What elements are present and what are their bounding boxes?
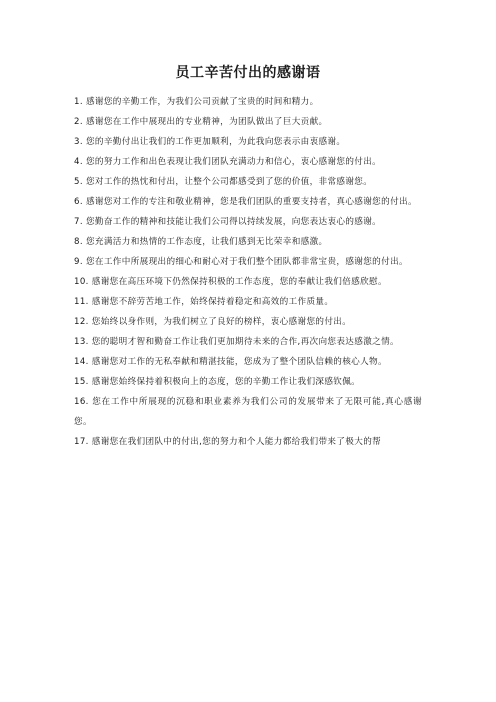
document-title: 员工辛苦付出的感谢语	[175, 65, 321, 81]
list-item: 11. 感谢您不辞劳苦地工作，始终保持着稳定和高效的工作质量。	[74, 297, 334, 307]
list-item: 6. 感谢您对工作的专注和敬业精神，您是我们团队的重要支持者，真心感谢您的付出。	[74, 197, 417, 207]
list-item: 4. 您的努力工作和出色表现让我们团队充满动力和信心，衷心感谢您的付出。	[74, 157, 382, 167]
list-item: 3. 您的辛勤付出让我们的工作更加顺利，为此我向您表示由衷感谢。	[74, 137, 346, 147]
list-item: 15. 感谢您始终保持着积极向上的态度，您的辛勤工作让我们深感钦佩。	[74, 377, 361, 387]
list-item: 5. 您对工作的热忱和付出，让整个公司都感受到了您的价值，非常感谢您。	[74, 177, 373, 187]
gratitude-list	[74, 92, 422, 452]
list-item: 1. 感谢您的辛勤工作，为我们公司贡献了宝贵的时间和精力。	[74, 97, 319, 107]
list-item: 2. 感谢您在工作中展现出的专业精神，为团队做出了巨大贡献。	[74, 117, 328, 127]
list-item: 12. 您始终以身作则，为我们树立了良好的榜样，衷心感谢您的付出。	[74, 317, 352, 327]
list-item: 13. 您的聪明才智和勤奋工作让我们更加期待未来的合作,再次向您表达感激之情。	[74, 337, 399, 347]
list-item: 7. 您勤奋工作的精神和技能让我们公司得以持续发展，向您表达衷心的感谢。	[74, 217, 382, 227]
list-item: 10. 感谢您在高压环境下仍然保持积极的工作态度，您的奉献让我们倍感欣慰。	[74, 277, 387, 287]
list-item: 14. 感谢您对工作的无私奉献和精湛技能，您成为了整个团队信赖的核心人物。	[74, 357, 387, 367]
list-item: 17. 感谢您在我们团队中的付出,您的努力和个人能力都给我们带来了极大的帮	[74, 437, 382, 447]
list-item: 8. 您充满活力和热情的工作态度，让我们感到无比荣幸和感激。	[74, 237, 328, 247]
list-item: 16. 您在工作中所展现的沉稳和职业素养为我们公司的发展带来了无限可能,真心感谢您。	[74, 397, 422, 427]
list-item: 9. 您在工作中所展现出的细心和耐心对于我们整个团队都非常宝贵，感谢您的付出。	[74, 257, 408, 267]
